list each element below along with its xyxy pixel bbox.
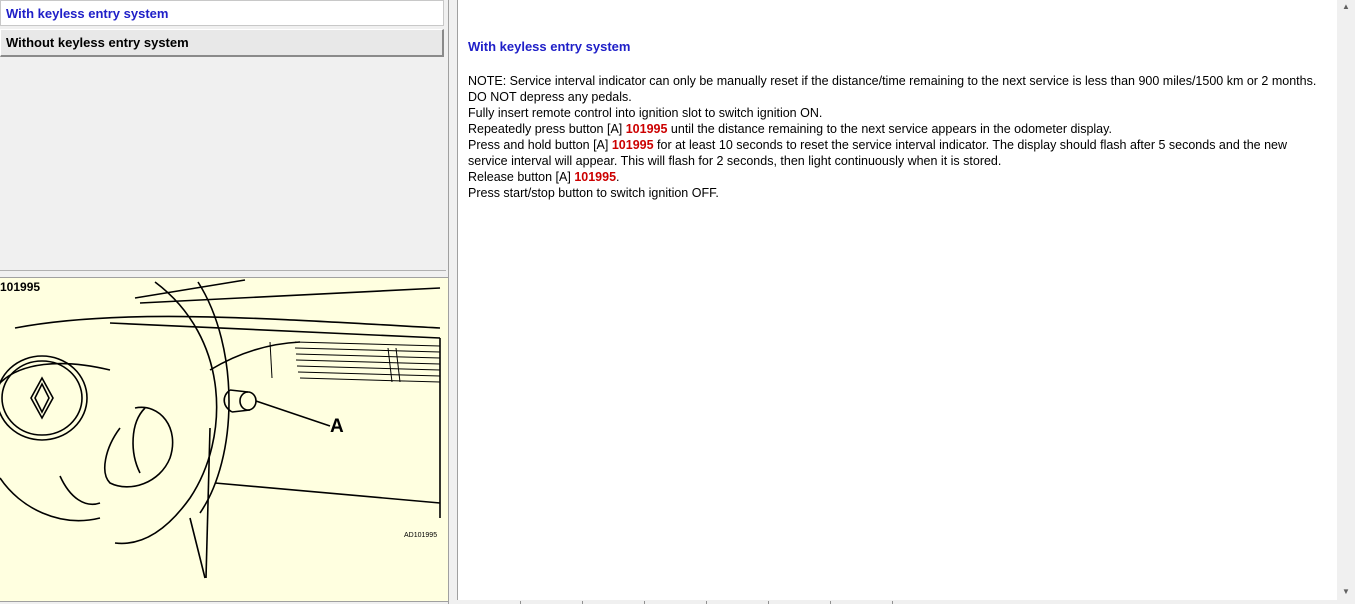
ignition-off-text: Press start/stop button to switch ignition OFF. [468,186,719,200]
scroll-down-icon[interactable]: ▼ [1342,587,1350,596]
ignition-on-text: Fully insert remote control into ignition slot to switch ignition ON. [468,106,823,120]
step-text: Repeatedly press button [A] [468,122,626,136]
step-text: . [616,170,620,184]
scroll-up-icon[interactable]: ▲ [1342,2,1350,11]
figure-link[interactable]: 101995 [625,122,668,136]
nav-item-without-keyless-entry[interactable]: Without keyless entry system [0,29,444,57]
splitter-line [448,0,449,604]
steering-wheel-illustration [0,278,448,601]
line-pedals [468,89,1327,105]
nav-item-with-keyless-entry[interactable]: With keyless entry system [0,0,444,26]
step-text: until the distance remaining to the next service appears in the odometer display. [667,122,1112,136]
content-pane [457,0,1337,600]
horizontal-splitter[interactable] [0,270,448,271]
step-text: Release button [A] [468,170,575,184]
callout-label-a: A [330,416,344,437]
pedals-text: DO NOT depress any pedals. [468,90,632,104]
figure-reference: 101995 [0,280,41,294]
line-ignition-on [468,105,1327,121]
figure-code: AD101995 [404,532,438,539]
navigation-pane [0,0,446,270]
line-ignition-off [468,185,1327,201]
line-release [468,169,1327,185]
status-strip [457,600,1355,604]
figure-link[interactable]: 101995 [611,138,654,152]
step-text: Press and hold button [A] [468,138,612,152]
line-note [468,73,1327,89]
illustration-panel [0,277,448,602]
figure-link[interactable]: 101995 [574,170,617,184]
section-title: With keyless entry system [468,39,631,54]
note-text: NOTE: Service interval indicator can only be manually reset if the distance/time remaining to the next service is less than 900 miles/1500 km or 2 months. [468,74,1317,88]
line-press-and-hold [468,137,1327,169]
step-text: for at least 10 seconds to reset the service interval indicator. The display should flash after 5 seconds and the new service interval will appear. This will flash for 2 seconds, then light continuously when it is stored. [468,138,1288,168]
line-repeatedly-press [468,121,1327,137]
vertical-scrollbar[interactable] [1337,0,1355,600]
